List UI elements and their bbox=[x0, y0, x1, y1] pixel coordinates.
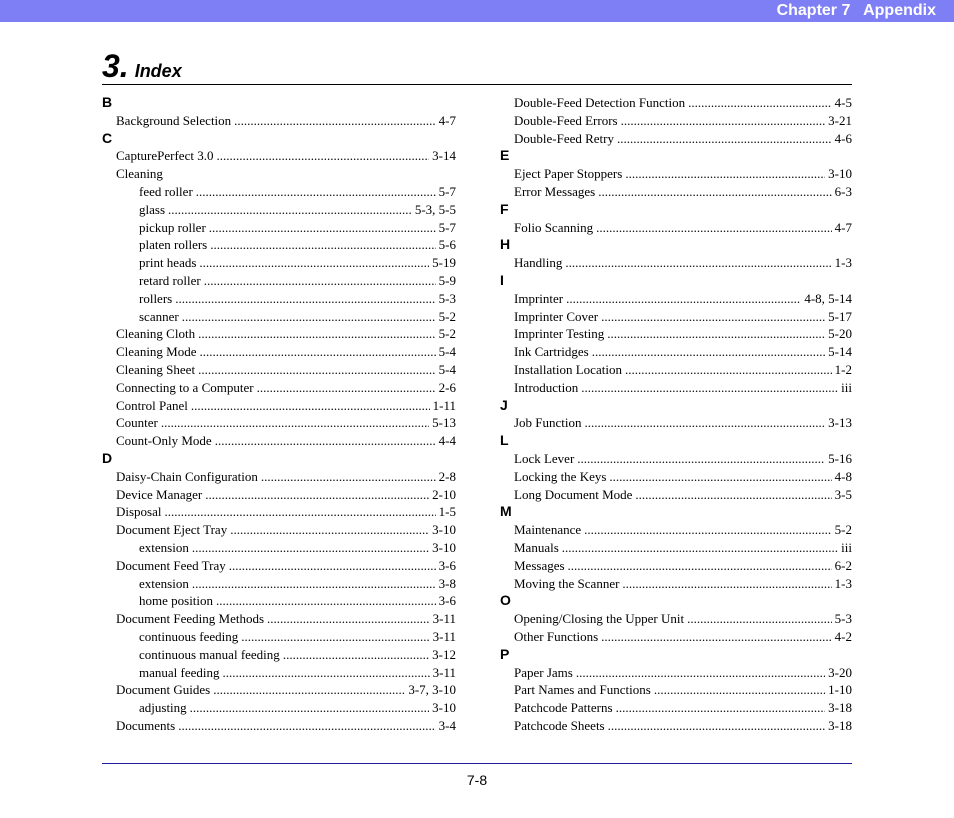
dot-leader bbox=[584, 521, 832, 539]
index-entry bbox=[500, 610, 852, 628]
index-page-ref: 3-18 bbox=[828, 717, 852, 733]
index-page-ref: 4-8 bbox=[834, 468, 852, 484]
index-entry bbox=[500, 183, 852, 201]
index-entry bbox=[500, 699, 852, 717]
index-page-ref: 3-8 bbox=[438, 575, 456, 591]
index-page-ref: 4-7 bbox=[438, 112, 456, 128]
index-entry bbox=[500, 575, 852, 593]
index-term: Background Selection bbox=[116, 112, 232, 128]
dot-leader bbox=[191, 397, 430, 415]
index-page-ref: 5-20 bbox=[828, 326, 852, 342]
index-term: Error Messages bbox=[514, 183, 596, 199]
index-page-ref: 3-10 bbox=[828, 166, 852, 182]
index-term: Double-Feed Errors bbox=[514, 112, 618, 128]
index-entry bbox=[500, 219, 852, 237]
index-entry bbox=[102, 557, 456, 575]
index-column-left bbox=[102, 94, 456, 735]
index-entry bbox=[102, 112, 456, 130]
index-term: print heads bbox=[139, 255, 197, 271]
index-term: Cleaning Sheet bbox=[116, 361, 196, 377]
index-entry bbox=[500, 290, 852, 308]
index-term: feed roller bbox=[139, 183, 193, 199]
index-entry bbox=[102, 379, 456, 397]
index-entry bbox=[102, 521, 456, 539]
index-subentry bbox=[102, 201, 456, 219]
index-letter-heading: M bbox=[500, 503, 512, 520]
index-subentry bbox=[102, 183, 456, 201]
index-letter-heading: J bbox=[500, 396, 508, 413]
index-term: Document Guides bbox=[116, 682, 211, 698]
index-term: continuous manual feeding bbox=[139, 646, 280, 662]
section-number: 3. bbox=[102, 48, 129, 84]
section-title: Index bbox=[134, 61, 182, 81]
dot-leader bbox=[654, 681, 825, 699]
index-entry bbox=[102, 165, 456, 183]
index-entry bbox=[102, 681, 456, 699]
dot-leader bbox=[622, 575, 831, 593]
index-term: Eject Paper Stoppers bbox=[514, 166, 623, 182]
section-heading bbox=[102, 46, 182, 86]
dot-leader bbox=[601, 308, 825, 326]
index-term: Imprinter Testing bbox=[514, 326, 605, 342]
dot-leader bbox=[241, 628, 429, 646]
index-page-ref: 4-6 bbox=[834, 130, 852, 146]
index-letter-heading: C bbox=[102, 129, 113, 146]
index-page-ref: 3-7, 3-10 bbox=[408, 682, 456, 698]
page-number: 7-8 bbox=[466, 772, 488, 788]
heading-rule bbox=[102, 84, 852, 85]
dot-leader bbox=[205, 486, 429, 504]
dot-leader bbox=[565, 254, 831, 272]
index-subentry bbox=[102, 236, 456, 254]
dot-leader bbox=[200, 343, 436, 361]
dot-leader bbox=[190, 699, 429, 717]
dot-leader bbox=[592, 343, 825, 361]
index-term: Opening/Closing the Upper Unit bbox=[514, 611, 685, 627]
index-term: Document Eject Tray bbox=[116, 522, 228, 538]
index-entry bbox=[500, 414, 852, 432]
index-page-ref: 3-4 bbox=[438, 717, 456, 733]
index-entry bbox=[500, 717, 852, 735]
dot-leader bbox=[635, 486, 831, 504]
index-page-ref: 1-3 bbox=[834, 575, 852, 591]
dot-leader bbox=[577, 450, 825, 468]
index-term: Handling bbox=[514, 255, 563, 271]
dot-leader bbox=[216, 147, 429, 165]
index-page-ref: 5-3 bbox=[834, 611, 852, 627]
index-term: Document Feed Tray bbox=[116, 557, 226, 573]
dot-leader bbox=[215, 432, 436, 450]
index-entry bbox=[102, 343, 456, 361]
index-page-ref: 5-4 bbox=[438, 344, 456, 360]
index-term: glass bbox=[139, 201, 165, 217]
index-term: Locking the Keys bbox=[514, 468, 607, 484]
dot-leader bbox=[198, 361, 436, 379]
dot-leader bbox=[688, 94, 832, 112]
index-page-ref: 5-9 bbox=[438, 272, 456, 288]
index-page-ref: 2-6 bbox=[438, 379, 456, 395]
index-page-ref: 5-17 bbox=[828, 308, 852, 324]
index-page-ref: 5-13 bbox=[432, 415, 456, 431]
index-entry bbox=[102, 397, 456, 415]
index-page-ref: 3-6 bbox=[438, 557, 456, 573]
dot-leader bbox=[598, 183, 831, 201]
index-page-ref: 1-10 bbox=[828, 682, 852, 698]
index-entry bbox=[102, 361, 456, 379]
dot-leader bbox=[198, 325, 436, 343]
index-page-ref: 3-20 bbox=[828, 664, 852, 680]
index-entry bbox=[500, 254, 852, 272]
index-page-ref: 4-4 bbox=[438, 433, 456, 449]
index-page-ref: 5-3 bbox=[438, 290, 456, 306]
dot-leader bbox=[230, 521, 429, 539]
index-page-ref: 5-16 bbox=[828, 450, 852, 466]
dot-leader bbox=[229, 557, 436, 575]
index-term: Patchcode Patterns bbox=[514, 700, 613, 716]
index-term: Messages bbox=[514, 557, 565, 573]
index-term: rollers bbox=[139, 290, 173, 306]
index-letter-heading: P bbox=[500, 645, 510, 662]
header-bar bbox=[0, 0, 954, 22]
index-letter-heading: B bbox=[102, 94, 113, 110]
index-term: Patchcode Sheets bbox=[514, 717, 605, 733]
dot-leader bbox=[192, 539, 429, 557]
dot-leader bbox=[283, 646, 429, 664]
index-term: Control Panel bbox=[116, 397, 188, 413]
index-page-ref: 5-6 bbox=[438, 237, 456, 253]
index-letter-heading: O bbox=[500, 592, 511, 609]
index-page-ref: 3-6 bbox=[438, 593, 456, 609]
index-entry bbox=[102, 610, 456, 628]
index-page-ref: 5-2 bbox=[438, 308, 456, 324]
index-letter-heading: F bbox=[500, 200, 509, 217]
index-term: Device Manager bbox=[116, 486, 203, 502]
index-term: Documents bbox=[116, 717, 176, 733]
dot-leader bbox=[216, 592, 436, 610]
index-term: Folio Scanning bbox=[514, 219, 594, 235]
dot-leader bbox=[562, 539, 838, 557]
index-term: Cleaning bbox=[116, 166, 163, 182]
index-entry bbox=[102, 147, 456, 165]
dot-leader bbox=[209, 219, 436, 237]
index-subentry bbox=[102, 539, 456, 557]
index-term: Introduction bbox=[514, 379, 579, 395]
dot-leader bbox=[267, 610, 430, 628]
index-term: Double-Feed Detection Function bbox=[514, 95, 686, 110]
dot-leader bbox=[178, 717, 435, 735]
index-entry bbox=[500, 450, 852, 468]
index-term: Connecting to a Computer bbox=[116, 379, 254, 395]
index-term: Other Functions bbox=[514, 628, 599, 644]
index-subentry bbox=[102, 699, 456, 717]
dot-leader bbox=[196, 183, 436, 201]
index-page-ref: 5-3, 5-5 bbox=[414, 201, 456, 217]
index-subentry bbox=[102, 664, 456, 682]
dot-leader bbox=[687, 610, 832, 628]
index-letter-heading: L bbox=[500, 432, 509, 449]
index-term: Maintenance bbox=[514, 522, 582, 538]
index-term: Cleaning Mode bbox=[116, 344, 197, 360]
index-term: home position bbox=[139, 593, 214, 609]
index-page-ref: 5-2 bbox=[834, 522, 852, 538]
dot-leader bbox=[625, 361, 832, 379]
index-page-ref: 1-11 bbox=[432, 397, 456, 413]
index-page-ref: 3-10 bbox=[432, 539, 456, 555]
index-term: Double-Feed Retry bbox=[514, 130, 615, 146]
index-term: Moving the Scanner bbox=[514, 575, 620, 591]
index-entry bbox=[102, 432, 456, 450]
index-term: Document Feeding Methods bbox=[116, 611, 265, 627]
index-term: platen rollers bbox=[139, 237, 208, 253]
dot-leader bbox=[596, 219, 832, 237]
index-page-ref: 5-4 bbox=[438, 361, 456, 377]
index-term: Long Document Mode bbox=[514, 486, 633, 502]
index-entry bbox=[102, 468, 456, 486]
index-entry bbox=[500, 361, 852, 379]
index-page-ref: 3-18 bbox=[828, 700, 852, 716]
index-page-ref: 4-2 bbox=[834, 628, 852, 644]
index-entry bbox=[500, 557, 852, 575]
index-entry bbox=[102, 717, 456, 735]
index-page-ref: 3-10 bbox=[432, 522, 456, 538]
index-page-ref: 1-3 bbox=[834, 255, 852, 271]
dot-leader bbox=[585, 414, 826, 432]
index-page-ref: iii bbox=[841, 539, 852, 555]
index-letter-heading: E bbox=[500, 147, 510, 164]
index-term: Count-Only Mode bbox=[116, 433, 212, 449]
dot-leader bbox=[617, 130, 832, 148]
dot-leader bbox=[601, 628, 832, 646]
index-entry bbox=[500, 486, 852, 504]
index-subentry bbox=[102, 575, 456, 593]
index-term: scanner bbox=[139, 308, 179, 324]
index-term: Cleaning Cloth bbox=[116, 326, 196, 342]
index-page-ref: 5-14 bbox=[828, 344, 852, 360]
index-term: Lock Lever bbox=[514, 450, 575, 466]
index-letter-heading: H bbox=[500, 236, 511, 253]
dot-leader bbox=[257, 379, 436, 397]
index-term: Ink Cartridges bbox=[514, 344, 589, 360]
index-term: Manuals bbox=[514, 539, 559, 555]
index-page-ref: 3-13 bbox=[828, 415, 852, 431]
index-term: manual feeding bbox=[139, 664, 220, 680]
index-page-ref: 2-10 bbox=[432, 486, 456, 502]
dot-leader bbox=[223, 664, 430, 682]
index-term: Imprinter bbox=[514, 290, 564, 306]
index-entry bbox=[500, 112, 852, 130]
index-entry bbox=[500, 130, 852, 148]
index-term: adjusting bbox=[139, 700, 187, 716]
dot-leader bbox=[210, 236, 435, 254]
index-term: Job Function bbox=[514, 415, 582, 431]
footer-rule bbox=[102, 763, 852, 764]
index-page-ref: 3-11 bbox=[432, 628, 456, 644]
dot-leader bbox=[182, 308, 436, 326]
index-subentry bbox=[102, 254, 456, 272]
index-entry bbox=[500, 539, 852, 557]
index-page-ref: 1-5 bbox=[438, 504, 456, 520]
index-subentry bbox=[102, 219, 456, 237]
index-page-ref: 5-19 bbox=[432, 255, 456, 271]
index-page-ref: 5-2 bbox=[438, 326, 456, 342]
dot-leader bbox=[261, 468, 436, 486]
index-letter-heading: D bbox=[102, 449, 113, 466]
index-page-ref: 2-8 bbox=[438, 468, 456, 484]
index-entry bbox=[500, 379, 852, 397]
index-entry bbox=[102, 486, 456, 504]
index-page-ref: 5-7 bbox=[438, 183, 456, 199]
index-subentry bbox=[102, 290, 456, 308]
dot-leader bbox=[165, 503, 436, 521]
index-page-ref: 3-14 bbox=[432, 148, 456, 164]
index-term: Installation Location bbox=[514, 361, 622, 377]
index-page-ref: 3-10 bbox=[432, 700, 456, 716]
index-page-ref: 4-5 bbox=[834, 95, 852, 110]
index-term: extension bbox=[139, 575, 189, 591]
index-page-ref: 5-7 bbox=[438, 219, 456, 235]
index-entry bbox=[500, 165, 852, 183]
index-entry bbox=[500, 94, 852, 112]
index-letter-heading: I bbox=[500, 271, 504, 288]
dot-leader bbox=[621, 112, 826, 130]
dot-leader bbox=[581, 379, 838, 397]
index-term: Disposal bbox=[116, 504, 162, 520]
index-page-ref: 6-2 bbox=[834, 557, 852, 573]
dot-leader bbox=[161, 414, 429, 432]
index-page-ref: 6-3 bbox=[834, 183, 852, 199]
index-term: extension bbox=[139, 539, 189, 555]
index-term: pickup roller bbox=[139, 219, 206, 235]
index-entry bbox=[500, 343, 852, 361]
index-entry bbox=[500, 325, 852, 343]
index-page-ref: iii bbox=[841, 379, 852, 395]
index-column-right bbox=[500, 94, 852, 735]
index-term: CapturePerfect 3.0 bbox=[116, 148, 214, 164]
index-entry bbox=[500, 468, 852, 486]
index-entry bbox=[102, 325, 456, 343]
index-entry bbox=[102, 503, 456, 521]
index-entry bbox=[102, 414, 456, 432]
chapter-title: Chapter 7 Appendix bbox=[776, 2, 936, 19]
index-page-ref: 4-8, 5-14 bbox=[804, 290, 852, 306]
index-page-ref: 3-5 bbox=[834, 486, 852, 502]
index-term: continuous feeding bbox=[139, 628, 239, 644]
index-subentry bbox=[102, 646, 456, 664]
dot-leader bbox=[609, 468, 831, 486]
dot-leader bbox=[566, 290, 801, 308]
index-term: retard roller bbox=[139, 272, 201, 288]
dot-leader bbox=[616, 699, 826, 717]
index-entry bbox=[500, 681, 852, 699]
index-subentry bbox=[102, 308, 456, 326]
dot-leader bbox=[576, 664, 825, 682]
index-page-ref: 3-11 bbox=[432, 664, 456, 680]
dot-leader bbox=[213, 681, 405, 699]
index-term: Part Names and Functions bbox=[514, 682, 651, 698]
index-subentry bbox=[102, 272, 456, 290]
dot-leader bbox=[607, 325, 825, 343]
dot-leader bbox=[204, 272, 436, 290]
index-entry bbox=[500, 521, 852, 539]
index-term: Imprinter Cover bbox=[514, 308, 599, 324]
index-term: Counter bbox=[116, 415, 158, 431]
dot-leader bbox=[608, 717, 826, 735]
index-page-ref: 1-2 bbox=[834, 361, 852, 377]
index-term: Daisy-Chain Configuration bbox=[116, 468, 258, 484]
dot-leader bbox=[192, 575, 436, 593]
dot-leader bbox=[625, 165, 825, 183]
index-page-ref: 3-21 bbox=[828, 112, 852, 128]
index-entry bbox=[500, 664, 852, 682]
index-subentry bbox=[102, 592, 456, 610]
dot-leader bbox=[199, 254, 429, 272]
index-page-ref: 3-12 bbox=[432, 646, 456, 662]
index-entry bbox=[500, 628, 852, 646]
index-entry bbox=[500, 308, 852, 326]
dot-leader bbox=[234, 112, 435, 130]
index-page-ref: 3-11 bbox=[432, 611, 456, 627]
index-subentry bbox=[102, 628, 456, 646]
index-term: Paper Jams bbox=[514, 664, 573, 680]
dot-leader bbox=[175, 290, 435, 308]
index-page-ref: 4-7 bbox=[834, 219, 852, 235]
dot-leader bbox=[168, 201, 412, 219]
dot-leader bbox=[568, 557, 832, 575]
